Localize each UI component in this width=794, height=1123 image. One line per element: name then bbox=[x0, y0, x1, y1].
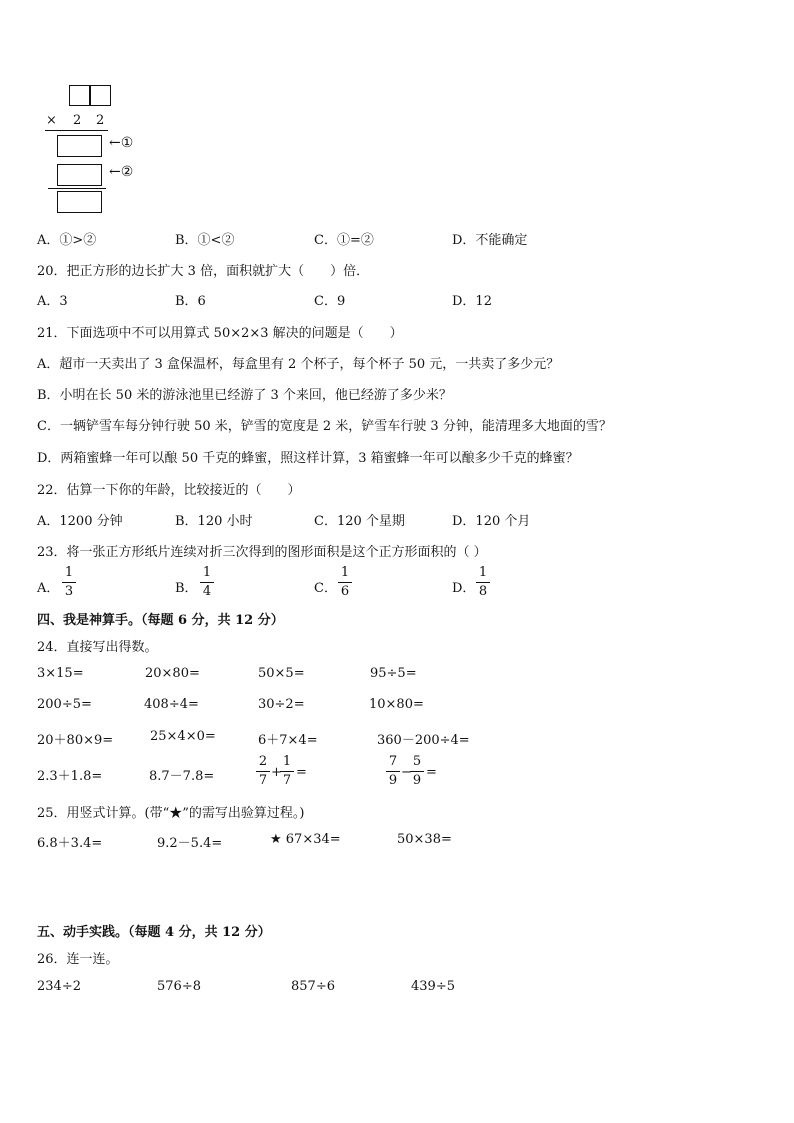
q24-item: 50×5= bbox=[258, 666, 305, 681]
q26-item: 234÷2 bbox=[37, 979, 81, 994]
q24-fraction-op-1: + bbox=[271, 765, 282, 780]
q23-option-d-fraction: 1 8 bbox=[476, 566, 490, 600]
multiplier-digit-1: 2 bbox=[73, 113, 82, 128]
q24-item: 95÷5= bbox=[370, 666, 417, 681]
q24-item: 6＋7×4= bbox=[258, 733, 318, 748]
diagram-line-2 bbox=[48, 188, 106, 189]
q20-option-b: B．6 bbox=[175, 294, 206, 309]
q22-option-c: C．120 个星期 bbox=[314, 514, 405, 529]
q24-item: 10×80= bbox=[369, 697, 424, 712]
diagram-line-1 bbox=[45, 130, 108, 131]
q25-stem: 25．用竖式计算。(带“★”的需写出验算过程。) bbox=[37, 806, 305, 821]
q22-stem: 22．估算一下你的年龄，比较接近的（ ） bbox=[37, 483, 301, 498]
q20-option-c: C．9 bbox=[314, 294, 346, 309]
q24-fraction-2a: 7 9 bbox=[386, 755, 400, 789]
q24-fraction-op-2: − bbox=[401, 765, 412, 780]
q23-option-c-label: C． bbox=[314, 581, 337, 596]
q22-option-a: A．1200 分钟 bbox=[37, 514, 123, 529]
q19-option-d: D．不能确定 bbox=[452, 233, 528, 248]
section-5-heading: 五、动手实践。（每题 4 分，共 12 分） bbox=[37, 925, 271, 940]
q19-option-b: B．①<② bbox=[175, 233, 235, 248]
digit-box-2 bbox=[90, 85, 111, 106]
q26-item: 576÷8 bbox=[157, 979, 201, 994]
q24-fraction-1b: 1 7 bbox=[280, 755, 294, 789]
q25-item: 9.2－5.4= bbox=[157, 836, 223, 851]
q24-item: 3×15= bbox=[37, 666, 84, 681]
q21-stem: 21．下面选项中不可以用算式 50×2×3 解决的问题是（ ） bbox=[37, 326, 403, 341]
q25-item: 6.8＋3.4= bbox=[37, 836, 103, 851]
digit-box-1 bbox=[69, 85, 90, 106]
arrow-label-2: ←② bbox=[109, 164, 134, 180]
product-box bbox=[57, 191, 102, 213]
q21-option-c: C．一辆铲雪车每分钟行驶 50 米，铲雪的宽度是 2 米，铲雪车行驶 3 分钟，能清理多大地面的雪？ bbox=[37, 419, 612, 434]
q23-option-a-fraction: 1 3 bbox=[62, 566, 76, 600]
q24-fraction-1a: 2 7 bbox=[256, 755, 270, 789]
section-4-heading: 四、我是神算手。（每题 6 分，共 12 分） bbox=[37, 613, 284, 628]
arrow-label-1: ←① bbox=[109, 135, 134, 151]
q23-option-b-fraction: 1 4 bbox=[200, 566, 214, 600]
times-sign: × bbox=[46, 113, 57, 128]
q23-stem: 23．将一张正方形纸片连续对折三次得到的图形面积是这个正方形面积的（ ） bbox=[37, 545, 487, 560]
q26-item: 439÷5 bbox=[411, 979, 455, 994]
q22-option-b: B．120 小时 bbox=[175, 514, 253, 529]
q24-item: 2.3＋1.8= bbox=[37, 769, 103, 784]
partial-product-box-2 bbox=[57, 164, 102, 186]
q24-item: 20＋80×9= bbox=[37, 733, 114, 748]
q19-option-a: A．①>② bbox=[37, 233, 97, 248]
q26-stem: 26．连一连。 bbox=[37, 952, 119, 967]
q20-stem: 20．把正方形的边长扩大 3 倍，面积就扩大（ ）倍． bbox=[37, 264, 370, 279]
q24-item: 8.7－7.8= bbox=[149, 769, 215, 784]
partial-product-box-1 bbox=[57, 135, 102, 157]
q22-option-d: D．120 个月 bbox=[452, 514, 531, 529]
q23-option-c-fraction: 1 6 bbox=[338, 566, 352, 600]
q26-item: 857÷6 bbox=[291, 979, 335, 994]
multiplier-digit-2: 2 bbox=[96, 113, 105, 128]
q24-item: 20×80= bbox=[145, 666, 200, 681]
q24-fraction-eq-1: = bbox=[296, 765, 307, 780]
q25-item: 50×38= bbox=[397, 832, 452, 847]
q21-option-a: A．超市一天卖出了 3 盒保温杯，每盒里有 2 个杯子，每个杯子 50 元，一共卖了多少元？ bbox=[37, 357, 560, 372]
q25-item: ★ 67×34= bbox=[270, 832, 341, 847]
q20-option-d: D．12 bbox=[452, 294, 492, 309]
q20-option-a: A．3 bbox=[37, 294, 68, 309]
q21-option-b: B．小明在长 50 米的游泳池里已经游了 3 个来回，他已经游了多少米？ bbox=[37, 388, 452, 403]
q23-option-a-label: A． bbox=[37, 581, 60, 596]
q23-option-b-label: B． bbox=[175, 581, 198, 596]
q24-item: 360－200÷4= bbox=[377, 733, 470, 748]
q24-item: 200÷5= bbox=[37, 697, 92, 712]
q24-item: 30÷2= bbox=[258, 697, 305, 712]
q24-item: 25×4×0= bbox=[150, 729, 216, 744]
q24-item: 408÷4= bbox=[144, 697, 199, 712]
q19-option-c: C．①=② bbox=[314, 233, 374, 248]
q23-option-d-label: D． bbox=[452, 581, 476, 596]
q24-stem: 24．直接写出得数。 bbox=[37, 640, 158, 655]
q24-fraction-2b: 5 9 bbox=[410, 755, 424, 789]
q21-option-d: D．两箱蜜蜂一年可以酿 50 千克的蜂蜜，照这样计算，3 箱蜜蜂一年可以酿多少千克的蜂蜜？ bbox=[37, 451, 579, 466]
q24-fraction-eq-2: = bbox=[426, 765, 437, 780]
